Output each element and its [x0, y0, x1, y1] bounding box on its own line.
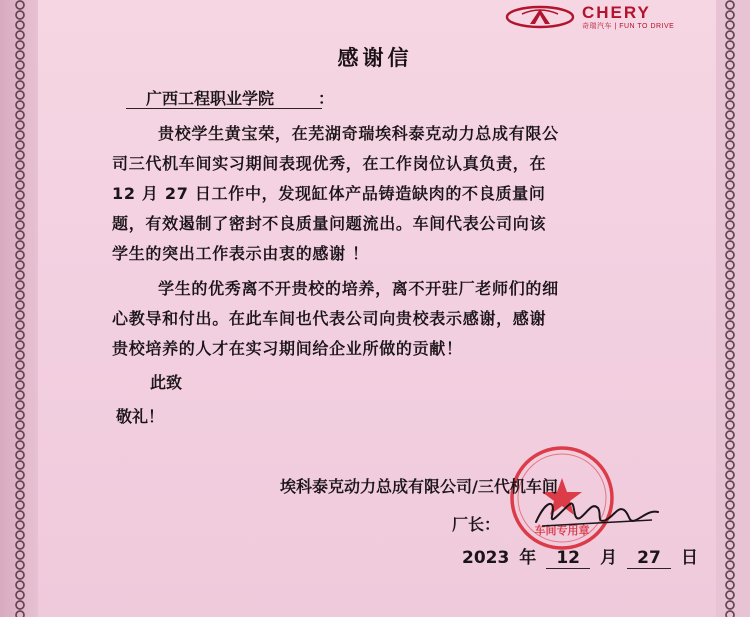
closing-regards: 敬礼！ — [116, 407, 165, 426]
paragraph2-line2: 心教导和付出。在此车间也代表公司向贵校表示感谢，感谢 — [112, 309, 547, 328]
factory-director-label: 厂长： — [452, 515, 501, 534]
paragraph2-line1: 学生的优秀离不开贵校的培养，离不开驻厂老师们的细 — [158, 279, 559, 298]
handwritten-signature — [532, 490, 662, 534]
paragraph1-line1: 贵校学生黄宝荣，在芜湖奇瑞埃科泰克动力总成有限公 — [158, 124, 559, 143]
chery-emblem-icon — [504, 5, 576, 29]
chery-logo — [504, 4, 674, 30]
letter-date — [462, 543, 698, 569]
date-year: 2023 — [462, 548, 510, 568]
recipient-underline — [126, 108, 322, 109]
perforation-left — [10, 0, 30, 617]
closing-salutation: 此致 — [150, 373, 183, 392]
paragraph1-line5: 学生的突出工作表示由衷的感谢 ！ — [112, 244, 369, 263]
signatory: 埃科泰克动力总成有限公司/三代机车间 — [280, 477, 558, 496]
letter-title: 感谢信 — [337, 46, 413, 70]
perforation-right — [720, 0, 740, 617]
brand-slogan: 奇瑞汽车 | FUN TO DRIVE — [582, 23, 675, 30]
paragraph1-line2: 司三代机车间实习期间表现优秀，在工作岗位认真负责，在 — [112, 154, 547, 173]
stamp-text: 车间专用章 — [534, 524, 590, 537]
recipient: 广西工程职业学院 — [146, 89, 275, 108]
paragraph2-line3: 贵校培养的人才在实习期间给企业所做的贡献！ — [112, 339, 463, 358]
paragraph1-line4: 题，有效遏制了密封不良质量问题流出。车间代表公司向该 — [112, 214, 547, 233]
date-day: 27 — [627, 548, 671, 569]
paragraph1-line3: 12 月 27 日工作中，发现缸体产品铸造缺肉的不良质量问 — [112, 184, 546, 203]
date-year-unit: 年 — [519, 548, 537, 568]
recipient-colon: ： — [318, 89, 335, 108]
date-day-unit: 日 — [680, 548, 698, 568]
date-month-unit: 月 — [600, 548, 618, 568]
brand-name: CHERY — [582, 3, 651, 22]
date-month: 12 — [546, 548, 590, 569]
